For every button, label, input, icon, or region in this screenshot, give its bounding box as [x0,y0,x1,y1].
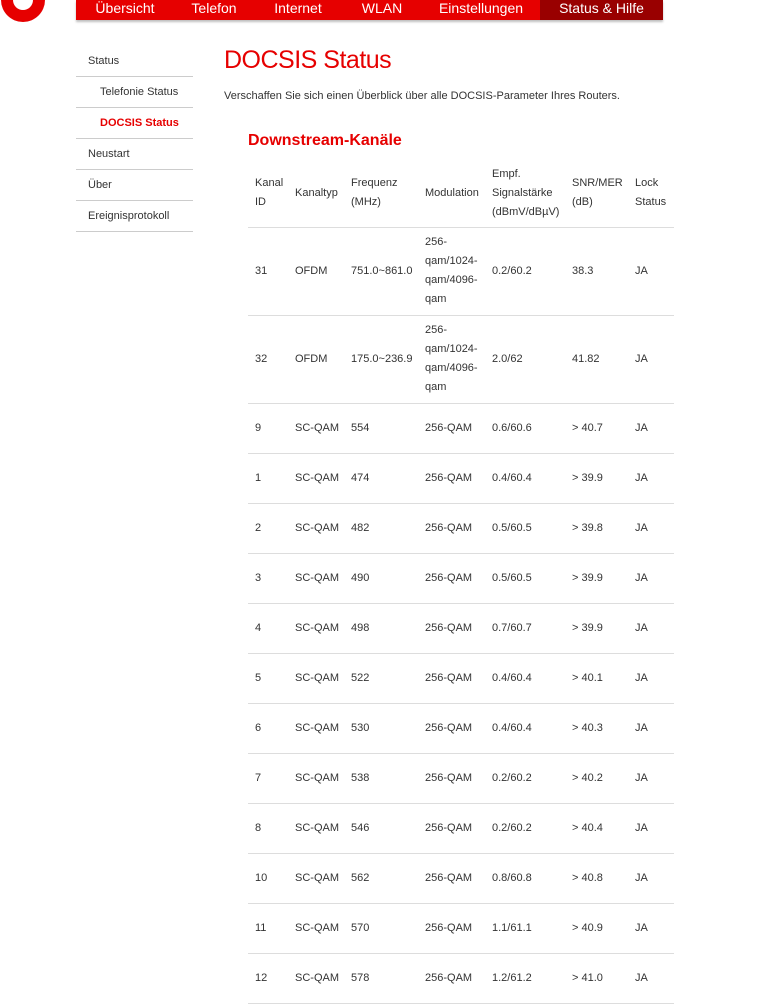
sidebar-item-ueber[interactable]: Über [76,170,193,201]
vodafone-logo-icon[interactable] [0,0,54,28]
cell-modulation: 256-QAM [418,553,485,603]
cell-modulation: 256-QAM [418,953,485,1003]
nav-tab-telefon[interactable]: Telefon [191,0,237,16]
header-frequenz: Frequenz (MHz) [344,160,418,227]
cell-modulation: 256-QAM [418,803,485,853]
cell-kanal-id: 32 [248,315,288,403]
cell-frequenz: 554 [344,403,418,453]
table-row [248,703,674,753]
sidebar-item-telefonie-status[interactable]: Telefonie Status [76,77,193,108]
cell-modulation: 256-QAM [418,403,485,453]
cell-snr-mer: > 40.4 [565,803,628,853]
cell-snr-mer: > 39.9 [565,453,628,503]
cell-modulation: 256-QAM [418,603,485,653]
table-row [248,803,674,853]
nav-tab-uebersicht[interactable]: Übersicht [95,0,155,16]
cell-kanaltyp: SC-QAM [288,853,344,903]
cell-kanal-id: 4 [248,603,288,653]
cell-lock-status: JA [628,703,674,753]
nav-tab-einstellungen[interactable]: Einstellungen [438,0,524,16]
cell-kanaltyp: SC-QAM [288,903,344,953]
nav-tab-status-hilfe[interactable]: Status & Hilfe [540,0,663,20]
cell-kanal-id: 3 [248,553,288,603]
cell-snr-mer: 41.82 [565,315,628,403]
top-navigation [76,0,663,20]
nav-tab-internet[interactable]: Internet [274,0,322,16]
cell-frequenz: 546 [344,803,418,853]
cell-signalstaerke: 0.7/60.7 [485,603,565,653]
cell-lock-status: JA [628,653,674,703]
cell-snr-mer: > 39.9 [565,553,628,603]
cell-kanaltyp: SC-QAM [288,753,344,803]
page-subtitle: Verschaffen Sie sich einen Überblick über alle DOCSIS-Parameter Ihres Routers. [224,90,620,102]
table-row [248,553,674,603]
sidebar-item-ereignisprotokoll[interactable]: Ereignisprotokoll [76,201,193,232]
cell-frequenz: 530 [344,703,418,753]
cell-kanaltyp: SC-QAM [288,453,344,503]
cell-lock-status: JA [628,903,674,953]
cell-kanaltyp: OFDM [288,315,344,403]
cell-lock-status: JA [628,803,674,853]
cell-modulation: 256-QAM [418,853,485,903]
cell-signalstaerke: 0.6/60.6 [485,403,565,453]
cell-snr-mer: 38.3 [565,227,628,315]
cell-frequenz: 522 [344,653,418,703]
sidebar [76,46,193,232]
cell-frequenz: 474 [344,453,418,503]
cell-snr-mer: > 40.9 [565,903,628,953]
cell-lock-status: JA [628,603,674,653]
table-row [248,453,674,503]
cell-lock-status: JA [628,503,674,553]
cell-frequenz: 751.0~861.0 [344,227,418,315]
header-kanal-id: Kanal ID [248,160,288,227]
table-row [248,315,674,403]
cell-signalstaerke: 0.4/60.4 [485,653,565,703]
cell-kanaltyp: SC-QAM [288,603,344,653]
downstream-section-title: Downstream-Kanäle [248,132,402,149]
cell-snr-mer: > 40.7 [565,403,628,453]
table-row [248,903,674,953]
cell-kanaltyp: SC-QAM [288,403,344,453]
cell-signalstaerke: 0.4/60.4 [485,703,565,753]
downstream-table [248,160,674,1004]
cell-modulation: 256-QAM [418,653,485,703]
table-row [248,753,674,803]
cell-lock-status: JA [628,753,674,803]
cell-kanal-id: 7 [248,753,288,803]
cell-signalstaerke: 1.1/61.1 [485,903,565,953]
cell-modulation: 256-qam/1024-qam/4096-qam [418,315,485,403]
cell-signalstaerke: 0.4/60.4 [485,453,565,503]
header-snr-mer: SNR/MER (dB) [565,160,628,227]
cell-snr-mer: > 40.8 [565,853,628,903]
cell-snr-mer: > 41.0 [565,953,628,1003]
cell-signalstaerke: 0.2/60.2 [485,803,565,853]
cell-snr-mer: > 40.1 [565,653,628,703]
cell-signalstaerke: 0.5/60.5 [485,503,565,553]
header-signalstaerke: Empf. Signalstärke (dBmV/dBµV) [485,160,565,227]
header-kanaltyp: Kanaltyp [288,160,344,227]
table-row [248,503,674,553]
cell-kanal-id: 31 [248,227,288,315]
cell-signalstaerke: 0.2/60.2 [485,753,565,803]
cell-kanal-id: 2 [248,503,288,553]
cell-snr-mer: > 40.2 [565,753,628,803]
cell-frequenz: 538 [344,753,418,803]
cell-lock-status: JA [628,315,674,403]
downstream-table-body [248,227,674,1003]
sidebar-item-docsis-status[interactable]: DOCSIS Status [76,108,193,139]
cell-kanaltyp: SC-QAM [288,653,344,703]
cell-kanaltyp: SC-QAM [288,503,344,553]
cell-modulation: 256-QAM [418,703,485,753]
cell-modulation: 256-QAM [418,753,485,803]
cell-signalstaerke: 0.2/60.2 [485,227,565,315]
table-row [248,403,674,453]
cell-kanal-id: 11 [248,903,288,953]
cell-modulation: 256-QAM [418,453,485,503]
cell-kanal-id: 6 [248,703,288,753]
table-row [248,853,674,903]
cell-modulation: 256-qam/1024-qam/4096-qam [418,227,485,315]
nav-tab-wlan[interactable]: WLAN [361,0,403,16]
cell-kanal-id: 8 [248,803,288,853]
cell-signalstaerke: 2.0/62 [485,315,565,403]
cell-modulation: 256-QAM [418,903,485,953]
cell-snr-mer: > 39.9 [565,603,628,653]
cell-lock-status: JA [628,853,674,903]
cell-kanaltyp: SC-QAM [288,803,344,853]
cell-lock-status: JA [628,227,674,315]
cell-snr-mer: > 39.8 [565,503,628,553]
cell-lock-status: JA [628,953,674,1003]
table-row [248,227,674,315]
cell-snr-mer: > 40.3 [565,703,628,753]
cell-frequenz: 570 [344,903,418,953]
cell-kanaltyp: SC-QAM [288,953,344,1003]
table-row [248,603,674,653]
cell-frequenz: 175.0~236.9 [344,315,418,403]
cell-kanal-id: 12 [248,953,288,1003]
header-lock-status: Lock Status [628,160,674,227]
table-row [248,953,674,1003]
cell-frequenz: 490 [344,553,418,603]
cell-frequenz: 578 [344,953,418,1003]
cell-signalstaerke: 0.8/60.8 [485,853,565,903]
table-row [248,653,674,703]
cell-kanaltyp: SC-QAM [288,553,344,603]
cell-kanal-id: 10 [248,853,288,903]
page-title: DOCSIS Status [224,46,392,74]
cell-kanal-id: 9 [248,403,288,453]
cell-lock-status: JA [628,553,674,603]
header-modulation: Modulation [418,160,485,227]
cell-kanaltyp: OFDM [288,227,344,315]
cell-modulation: 256-QAM [418,503,485,553]
cell-kanal-id: 1 [248,453,288,503]
cell-signalstaerke: 1.2/61.2 [485,953,565,1003]
cell-frequenz: 562 [344,853,418,903]
sidebar-item-status[interactable]: Status [76,46,193,77]
cell-frequenz: 498 [344,603,418,653]
cell-signalstaerke: 0.5/60.5 [485,553,565,603]
cell-lock-status: JA [628,403,674,453]
table-header-row [248,160,674,227]
cell-frequenz: 482 [344,503,418,553]
cell-lock-status: JA [628,453,674,503]
cell-kanal-id: 5 [248,653,288,703]
cell-kanaltyp: SC-QAM [288,703,344,753]
sidebar-item-neustart[interactable]: Neustart [76,139,193,170]
